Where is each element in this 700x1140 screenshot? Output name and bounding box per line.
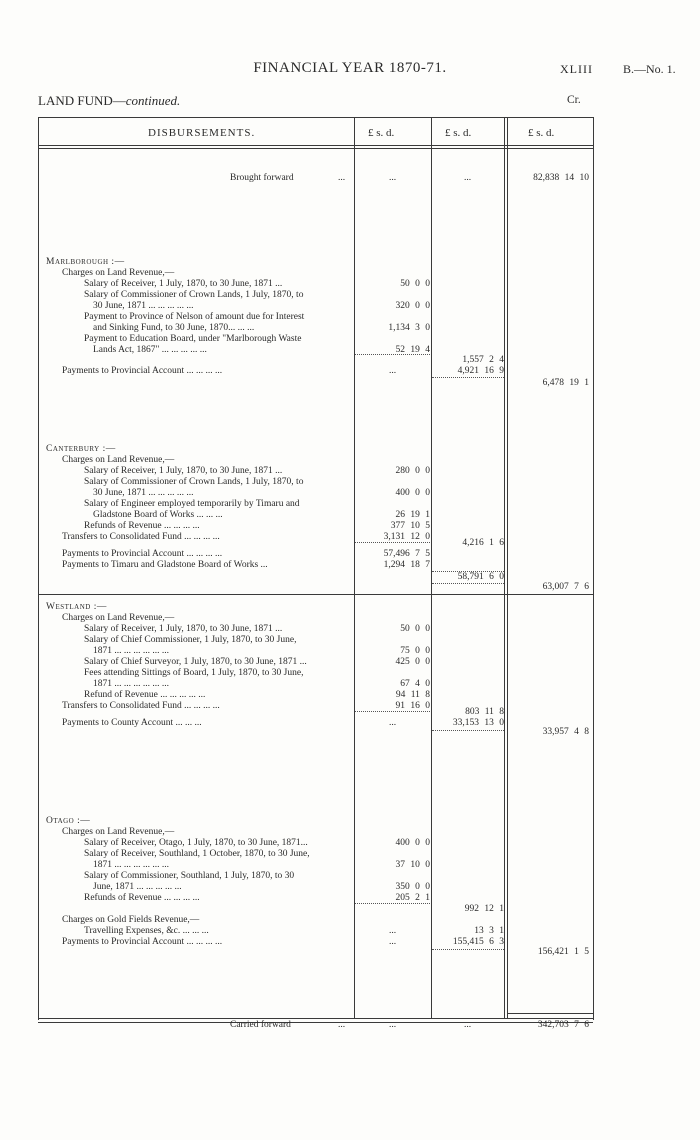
canterbury-amount: 280 0 0 bbox=[395, 466, 430, 476]
otago-provincial-col1: ... bbox=[388, 937, 397, 947]
column-divider-2 bbox=[431, 117, 432, 1019]
westland-line: 1871 ... ... ... ... ... ... bbox=[93, 646, 169, 656]
marlborough-amount: 1,134 3 0 bbox=[388, 323, 430, 333]
marlborough-total: 6,478 19 1 bbox=[542, 378, 589, 388]
canterbury-amount: 26 19 1 bbox=[395, 510, 430, 520]
header-rule bbox=[38, 145, 593, 146]
marlborough-amount: 50 0 0 bbox=[400, 279, 430, 289]
brought-forward-col1: ... bbox=[388, 173, 397, 183]
disbursements-heading: DISBURSEMENTS. bbox=[148, 127, 256, 139]
marlborough-provincial-col2: 4,921 16 9 bbox=[457, 366, 504, 376]
canterbury-line: Salary of Commissioner of Crown Lands, 1 July, 1870, to bbox=[84, 477, 304, 487]
canterbury-section-rule bbox=[38, 594, 593, 595]
carried-forward-col2: ... bbox=[463, 1020, 472, 1030]
marlborough-line: 30 June, 1871 ... ... ... ... ... bbox=[93, 301, 194, 311]
otago-line: Salary of Commissioner, Southland, 1 July, 1870, to 30 bbox=[84, 871, 295, 881]
canterbury-line: Salary of Engineer employed temporarily by Timaru and bbox=[84, 499, 300, 509]
marlborough-amount: 52 19 4 bbox=[395, 345, 430, 355]
westland-line: Salary of Receiver, 1 July, 1870, to 30 June, 1871 ... bbox=[84, 624, 283, 634]
westland-rule-2 bbox=[432, 730, 504, 731]
table-bottom-rule bbox=[38, 1018, 593, 1019]
section-canterbury: Canterbury :— bbox=[46, 444, 116, 454]
otago-line: Salary of Receiver, Otago, 1 July, 1870, to 30 June, 1871... bbox=[84, 838, 308, 848]
marlborough-provincial-col1: ... bbox=[388, 366, 397, 376]
column-divider-3 bbox=[504, 117, 505, 1019]
canterbury-timaru-label: Payments to Timaru and Gladstone Board of Works ... bbox=[62, 560, 268, 570]
marlborough-rule-2 bbox=[432, 377, 504, 378]
document-reference: B.—No. 1. bbox=[623, 62, 676, 76]
canterbury-total: 63,007 7 6 bbox=[542, 582, 589, 592]
westland-county-col1: ... bbox=[388, 718, 397, 728]
marlborough-line: Payment to Education Board, under "Marlborough Waste bbox=[84, 334, 302, 344]
otago-line: Refunds of Revenue ... ... ... ... bbox=[84, 893, 200, 903]
westland-line: Transfers to Consolidated Fund ... ... ... ... bbox=[62, 701, 220, 711]
marlborough-line: Salary of Receiver, 1 July, 1870, to 30 June, 1871 ... bbox=[84, 279, 283, 289]
canterbury-amount: 377 10 5 bbox=[390, 521, 430, 531]
otago-line: Salary of Receiver, Southland, 1 October, 1870, to 30 June, bbox=[84, 849, 310, 859]
westland-line: 1871 ... ... ... ... ... ... bbox=[93, 679, 169, 689]
carried-forward-col1: ... bbox=[388, 1020, 397, 1030]
canterbury-line: 30 June, 1871 ... ... ... ... ... bbox=[93, 488, 194, 498]
canterbury-timaru-col1: 1,294 18 7 bbox=[383, 560, 430, 570]
marlborough-line: Salary of Commissioner of Crown Lands, 1 July, 1870, to bbox=[84, 290, 304, 300]
column-3-heading: £ s. d. bbox=[528, 127, 555, 139]
marlborough-subtotal: 1,557 2 4 bbox=[462, 355, 504, 365]
canterbury-subtotal: 4,216 1 6 bbox=[462, 538, 504, 548]
canterbury-line: Transfers to Consolidated Fund ... ... ... ... bbox=[62, 532, 220, 542]
canterbury-line: Salary of Receiver, 1 July, 1870, to 30 June, 1871 ... bbox=[84, 466, 283, 476]
carried-forward-label: Carried forward bbox=[230, 1020, 291, 1030]
westland-rule bbox=[355, 711, 430, 712]
westland-county-label: Payments to County Account ... ... ... bbox=[62, 718, 202, 728]
carried-forward-rule bbox=[508, 1013, 593, 1014]
marlborough-line: Payment to Province of Nelson of amount due for Interest bbox=[84, 312, 305, 322]
canterbury-provincial-label: Payments to Provincial Account ... ... ... ... bbox=[62, 549, 223, 559]
canterbury-rule bbox=[355, 542, 430, 543]
column-2-heading: £ s. d. bbox=[445, 127, 472, 139]
brought-forward-label: Brought forward bbox=[230, 173, 294, 183]
otago-amount: 205 2 1 bbox=[395, 893, 430, 903]
otago-provincial-col2: 155,415 6 3 bbox=[452, 937, 504, 947]
section-westland: Westland :— bbox=[46, 602, 107, 612]
account-title bbox=[38, 93, 180, 109]
canterbury-line: Refunds of Revenue ... ... ... ... bbox=[84, 521, 200, 531]
canterbury-provincial-col1: 57,496 7 5 bbox=[383, 549, 430, 559]
account-title-continued: continued. bbox=[125, 93, 181, 108]
marlborough-charges: Charges on Land Revenue,— bbox=[62, 268, 175, 278]
marlborough-rule bbox=[355, 354, 430, 355]
section-otago: Otago :— bbox=[46, 816, 91, 826]
canterbury-rule-3 bbox=[432, 583, 504, 584]
otago-gold-col1: ... bbox=[388, 926, 397, 936]
credit-side-label: Cr. bbox=[567, 94, 581, 106]
westland-total: 33,957 4 8 bbox=[542, 727, 589, 737]
westland-amount: 425 0 0 bbox=[395, 657, 430, 667]
westland-county-col2: 33,153 13 0 bbox=[452, 718, 504, 728]
page-title: FINANCIAL YEAR 1870-71. bbox=[253, 60, 447, 76]
otago-gold-line: Travelling Expenses, &c. ... ... ... bbox=[84, 926, 209, 936]
canterbury-line: Gladstone Board of Works ... ... ... bbox=[93, 510, 223, 520]
canterbury-charges: Charges on Land Revenue,— bbox=[62, 455, 175, 465]
otago-amount: 37 10 0 bbox=[395, 860, 430, 870]
otago-subtotal: 992 12 1 bbox=[464, 904, 504, 914]
otago-line: June, 1871 ... ... ... ... ... bbox=[93, 882, 182, 892]
brought-forward-col2: ... bbox=[463, 173, 472, 183]
westland-subtotal: 803 11 8 bbox=[465, 707, 504, 717]
westland-amount: 91 16 0 bbox=[395, 701, 430, 711]
otago-total: 156,421 1 5 bbox=[537, 947, 589, 957]
otago-amount: 350 0 0 bbox=[395, 882, 430, 892]
westland-amount: 75 0 0 bbox=[400, 646, 430, 656]
marlborough-amount: 320 0 0 bbox=[395, 301, 430, 311]
carried-forward-leader: ... bbox=[338, 1020, 346, 1030]
column-divider-3b bbox=[507, 117, 508, 1019]
canterbury-amount: 3,131 12 0 bbox=[383, 532, 430, 542]
account-title-main: LAND FUND— bbox=[38, 93, 126, 108]
westland-amount: 67 4 0 bbox=[400, 679, 430, 689]
westland-amount: 94 11 8 bbox=[395, 690, 430, 700]
marlborough-line: Lands Act, 1867" ... ... ... ... ... bbox=[93, 345, 207, 355]
canterbury-sum-col2: 58,791 6 0 bbox=[457, 572, 504, 582]
westland-line: Refund of Revenue ... ... ... ... ... bbox=[84, 690, 206, 700]
marlborough-provincial-label: Payments to Provincial Account ... ... ... ... bbox=[62, 366, 223, 376]
westland-charges: Charges on Land Revenue,— bbox=[62, 613, 175, 623]
otago-gold-charges: Charges on Gold Fields Revenue,— bbox=[62, 915, 200, 925]
brought-forward-col3: 82,838 14 10 bbox=[533, 173, 589, 183]
header-rule-2 bbox=[38, 148, 593, 149]
section-marlborough: Marlborough :— bbox=[46, 257, 125, 267]
westland-line: Salary of Chief Surveyor, 1 July, 1870, to 30 June, 1871 ... bbox=[84, 657, 307, 667]
carried-forward-col3: 342,703 7 6 bbox=[537, 1020, 589, 1030]
otago-rule bbox=[355, 903, 430, 904]
westland-line: Fees attending Sittings of Board, 1 July, 1870, to 30 June, bbox=[84, 668, 304, 678]
otago-provincial-label: Payments to Provincial Account ... ... ... ... bbox=[62, 937, 223, 947]
brought-forward-leader: ... bbox=[338, 173, 346, 183]
column-1-heading: £ s. d. bbox=[368, 127, 395, 139]
marlborough-line: and Sinking Fund, to 30 June, 1870... ... ... bbox=[93, 323, 255, 333]
westland-amount: 50 0 0 bbox=[400, 624, 430, 634]
otago-rule-2 bbox=[432, 949, 504, 950]
otago-charges: Charges on Land Revenue,— bbox=[62, 827, 175, 837]
otago-line: 1871 ... ... ... ... ... ... bbox=[93, 860, 169, 870]
otago-gold-col2: 13 3 1 bbox=[474, 926, 504, 936]
canterbury-amount: 400 0 0 bbox=[395, 488, 430, 498]
page-number: XLIII bbox=[560, 62, 593, 76]
otago-amount: 400 0 0 bbox=[395, 838, 430, 848]
westland-line: Salary of Chief Commissioner, 1 July, 1870, to 30 June, bbox=[84, 635, 297, 645]
